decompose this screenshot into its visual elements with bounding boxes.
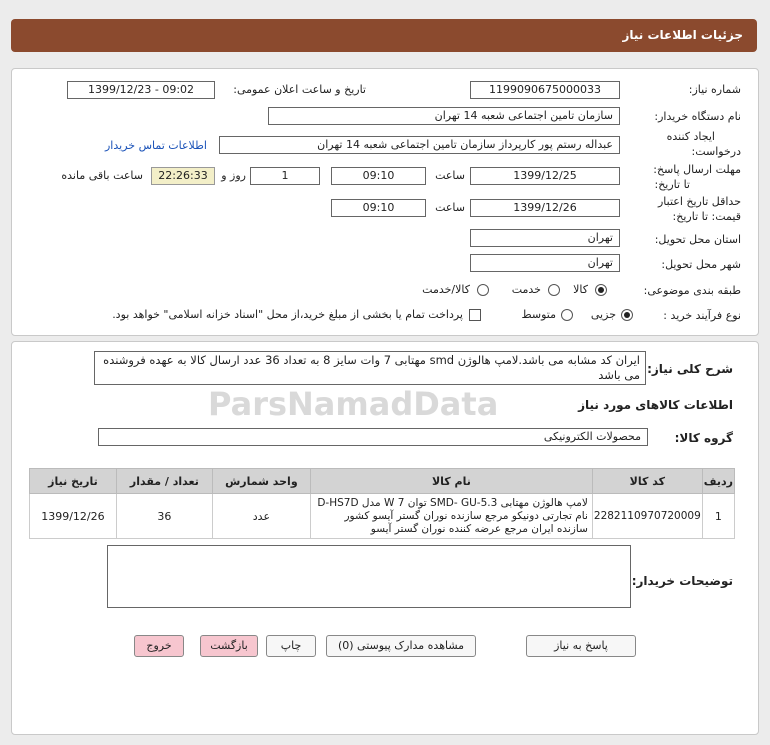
row-name-line2: نام تجارتی دونیکو مرجع سازنده نوران گستر آیسو کشور — [344, 509, 588, 522]
reply-deadline-label-line2: تا تاریخ: — [654, 178, 690, 191]
remaining-time-field: 22:26:33 — [151, 167, 215, 185]
table-header-row — [30, 469, 735, 494]
row-code: 2282110970720009 — [592, 494, 702, 539]
need-number-label: شماره نیاز: — [688, 83, 741, 96]
category-goods-service-radio[interactable] — [477, 284, 489, 296]
table-row — [30, 494, 735, 539]
col-unit-header: واحد شمارش — [212, 469, 310, 494]
reply-deadline-label-line1: مهلت ارسال پاسخ: — [653, 163, 741, 176]
province-field: تهران — [470, 229, 620, 247]
back-button[interactable]: بازگشت — [200, 635, 258, 657]
validity-date-field: 1399/12/26 — [470, 199, 620, 217]
row-unit: عدد — [212, 494, 310, 539]
page-header — [11, 19, 757, 52]
buyer-notes-label: توضیحات خریدار: — [631, 574, 733, 588]
creator-label-line2: درخواست: — [691, 145, 741, 158]
announce-datetime-field: 1399/12/23 - 09:02 — [67, 81, 215, 99]
remaining-days-field: 1 — [250, 167, 320, 185]
reply-time-field: 09:10 — [331, 167, 426, 185]
row-name-line1: لامپ هالوژن مهتابی SMD- GU-5.3 توان W 7 مدل D-HS7D — [317, 496, 588, 509]
description-label: شرح کلی نیاز: — [647, 362, 733, 376]
treasury-payment-checkbox[interactable] — [469, 309, 481, 321]
validity-label-line1: حداقل تاریخ اعتبار — [657, 195, 741, 208]
goods-info-title: اطلاعات کالاهای مورد نیاز — [578, 398, 733, 412]
col-index-header: ردیف — [702, 469, 734, 494]
creator-label-line1: ایجاد کننده — [666, 130, 715, 143]
category-service-label: خدمت — [511, 283, 541, 296]
reply-date-field: 1399/12/25 — [470, 167, 620, 185]
goods-table — [29, 468, 735, 539]
buyer-contact-link[interactable]: اطلاعات تماس خریدار — [105, 139, 207, 152]
buyer-org-field: سازمان تامین اجتماعی شعبه 14 تهران — [268, 107, 620, 125]
province-label: استان محل تحویل: — [654, 233, 741, 246]
process-type-label: نوع فرآیند خرید : — [663, 309, 741, 322]
category-service-radio[interactable] — [548, 284, 560, 296]
category-goods-label: کالا — [573, 283, 588, 296]
creator-field: عبداله رستم پور کارپرداز سازمان تامین اجتماعی شعبه 14 تهران — [219, 136, 620, 154]
reply-to-need-button[interactable]: پاسخ به نیاز — [526, 635, 636, 657]
announce-datetime-label: تاریخ و ساعت اعلان عمومی: — [233, 83, 366, 96]
view-attachments-button[interactable]: مشاهده مدارک پیوستی (0) — [326, 635, 476, 657]
buyer-notes-field — [107, 545, 631, 608]
print-button[interactable]: چاپ — [266, 635, 316, 657]
row-index: 1 — [702, 494, 734, 539]
col-name-header: نام کالا — [310, 469, 592, 494]
category-goods-radio[interactable] — [595, 284, 607, 296]
need-number-field: 1199090675000033 — [470, 81, 620, 99]
remaining-time-label: ساعت باقی مانده — [61, 169, 143, 182]
col-qty-header: تعداد / مقدار — [116, 469, 212, 494]
validity-time-label: ساعت — [435, 201, 465, 214]
category-label: طبقه بندی موضوعی: — [643, 284, 741, 297]
reply-time-label: ساعت — [435, 169, 465, 182]
category-goods-service-label: کالا/خدمت — [422, 283, 470, 296]
city-label: شهر محل تحویل: — [661, 258, 741, 271]
exit-button[interactable]: خروج — [134, 635, 184, 657]
validity-time-field: 09:10 — [331, 199, 426, 217]
col-date-header: تاریخ نیاز — [30, 469, 117, 494]
row-qty: 36 — [116, 494, 212, 539]
row-date: 1399/12/26 — [30, 494, 117, 539]
process-minor-label: جزیی — [590, 308, 616, 321]
col-code-header: کد کالا — [592, 469, 702, 494]
days-label: روز و — [221, 169, 246, 182]
row-name-line3: سازنده ایران مرجع عرضه کننده نوران گستر آیسو — [370, 522, 588, 535]
process-minor-radio[interactable] — [621, 309, 633, 321]
page-title: جزئیات اطلاعات نیاز — [622, 28, 743, 42]
description-field: ایران کد مشابه می باشد.لامپ هالوژن smd مهتابی 7 وات سایز 8 به تعداد 36 عدد ارسال کالا به عهده فروشنده می باشد — [94, 351, 646, 385]
treasury-payment-note: پرداخت تمام یا بخشی از مبلغ خرید،از محل "اسناد خزانه اسلامی" خواهد بود. — [112, 308, 463, 321]
city-field: تهران — [470, 254, 620, 272]
validity-label-line2: قیمت: تا تاریخ: — [672, 210, 741, 223]
process-medium-radio[interactable] — [561, 309, 573, 321]
buyer-org-label: نام دستگاه خریدار: — [654, 110, 741, 123]
process-medium-label: متوسط — [521, 308, 556, 321]
watermark-brand: ParsNamadData — [208, 385, 499, 423]
row-name — [310, 494, 592, 539]
goods-group-label: گروه کالا: — [674, 431, 733, 445]
goods-group-field: محصولات الکترونیکی — [98, 428, 648, 446]
